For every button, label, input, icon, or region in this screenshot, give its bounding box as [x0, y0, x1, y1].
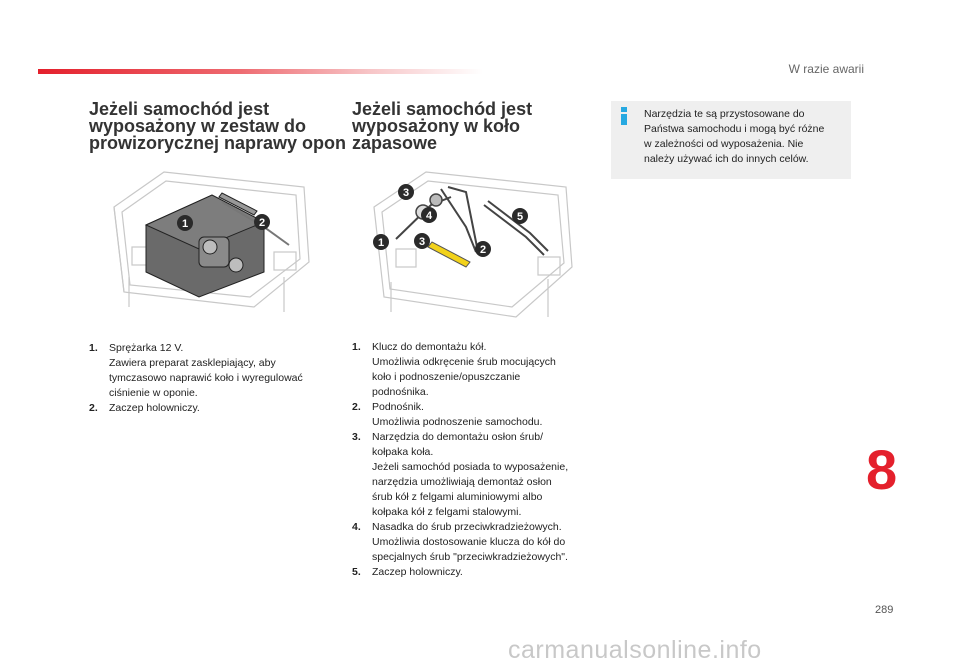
middle-callout-1 — [373, 234, 389, 250]
middle-callout-5 — [512, 208, 528, 224]
svg-text:1: 1 — [377, 237, 385, 249]
info-note-box — [611, 101, 851, 179]
middle-callout-3-top — [398, 184, 414, 200]
info-note-text: Narzędzia te są przystosowane do Państwa samochodu i mogą być różne w zależności od wyposażenia. Nie należy używać ich do innych celów. — [644, 108, 825, 165]
middle-item-list — [352, 340, 602, 580]
header-accent-bar — [38, 69, 483, 74]
list-item: 2. Zaczep holowniczy. — [89, 402, 200, 414]
svg-text:4: 4 — [425, 210, 433, 222]
svg-text:1: 1 — [181, 218, 189, 230]
left-item-list — [89, 341, 329, 416]
middle-callout-3-bottom — [414, 233, 430, 249]
svg-text:2: 2 — [479, 244, 487, 256]
svg-text:2: 2 — [258, 217, 266, 229]
info-icon — [619, 107, 629, 125]
section-title: W razie awarii — [788, 62, 864, 76]
middle-callout-2 — [475, 241, 491, 257]
list-item: 1. Klucz do demontażu kół. Umożliwia odkręcenie śrub mocujących koło i podnoszenie/opuszczanie podnośnika. — [352, 341, 556, 398]
list-item: 1. Sprężarka 12 V. Zawiera preparat zasklepiający, aby tymczasowo naprawić koło i wyregulować ciśnienie w oponie. — [89, 342, 303, 399]
svg-text:3: 3 — [402, 187, 410, 199]
chapter-number: 8 — [866, 438, 898, 501]
watermark: carmanualsonline.info — [508, 636, 762, 664]
left-callout-1 — [177, 215, 193, 231]
list-item: 4. Nasadka do śrub przeciwkradzieżowych. Umożliwia dostosowanie klucza do kół do specjalnych śrub "przeciwkradzieżowych". — [352, 521, 568, 563]
svg-text:3: 3 — [418, 236, 426, 248]
middle-heading: Jeżeli samochód jest wyposażony w koło zapasowe — [352, 99, 533, 153]
list-item: 5. Zaczep holowniczy. — [352, 566, 463, 578]
list-item: 2. Podnośnik. Umożliwia podnoszenie samochodu. — [352, 401, 543, 428]
list-item: 3. Narzędzia do demontażu osłon śrub/ kołpaka koła. Jeżeli samochód posiada to wyposażenie, narzędzia umożliwiają demontaż osłon śrub kół z felgami aluminiowymi albo kołpaka kół z felgami stalowymi. — [352, 431, 569, 518]
svg-text:5: 5 — [516, 211, 524, 223]
spare-wheel-tools-illustration — [366, 167, 580, 327]
middle-callout-4 — [421, 207, 437, 223]
page-number: 289 — [875, 604, 894, 616]
left-heading: Jeżeli samochód jest wyposażony w zestaw do prowizorycznej naprawy opon — [89, 99, 347, 153]
tyre-repair-kit-illustration — [104, 167, 318, 317]
left-callout-2 — [254, 214, 270, 230]
